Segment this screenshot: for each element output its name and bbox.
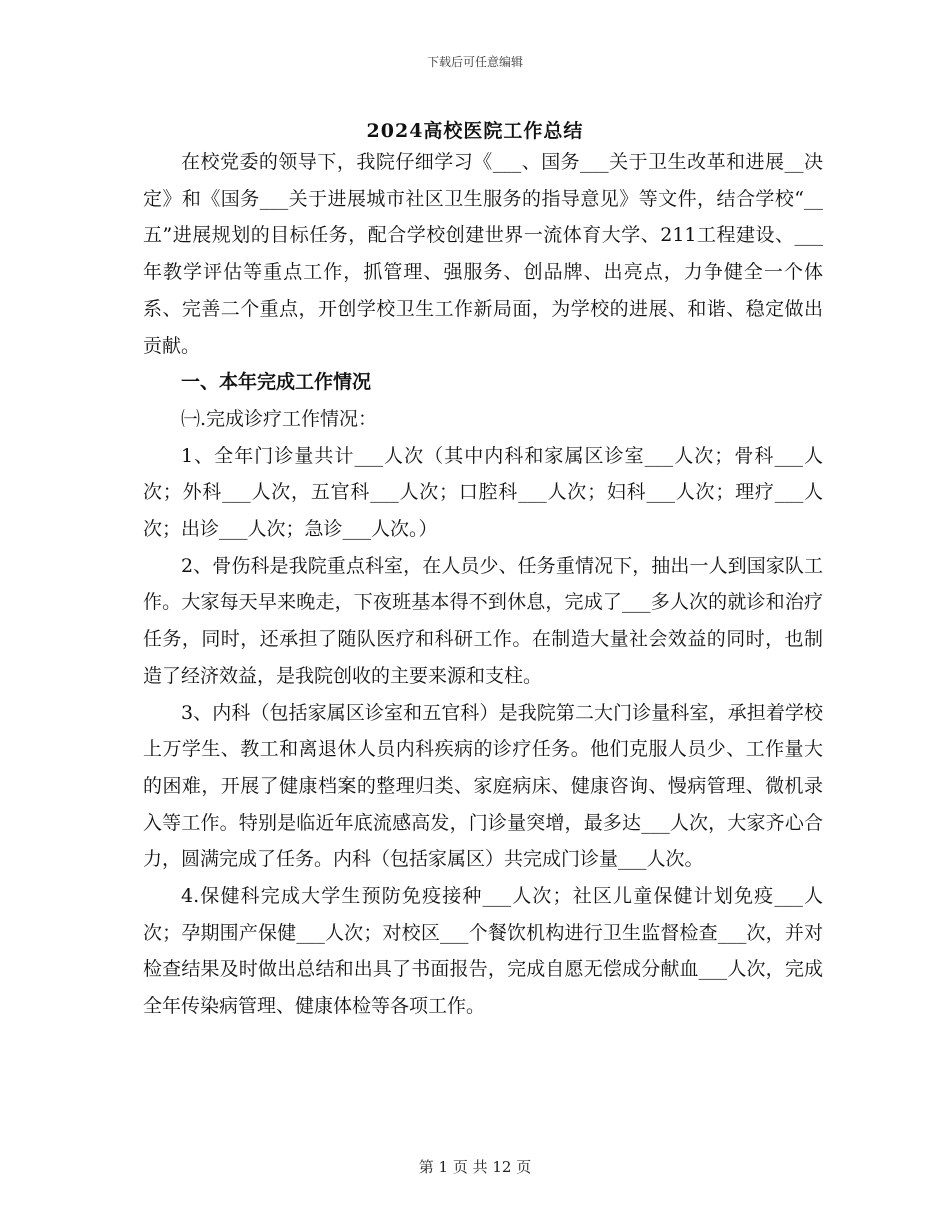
- section-heading: 一、本年完成工作情况: [181, 371, 372, 394]
- header-note: 下载后可任意编辑: [426, 55, 523, 69]
- page-footer: 第 1 页 共 12 页: [418, 1158, 532, 1176]
- paragraph-item-2: 2、骨伤科是我院重点科室，在人员少、任务重情况下，抽出一人到国家队工作。大家每天早来晚走，下夜班基本得不到休息，完成了___多人次的就诊和治疗任务，同时，还承担了随队医疗和科研工作。在制造大量社会效益的同时，也制造了经济效益，是我院创收的主要来源和支柱。: [143, 554, 823, 687]
- subsection-heading: ㈠.完成诊疗工作情况：: [181, 407, 378, 430]
- document-body: [143, 144, 823, 1025]
- paragraph-item-3: 3、内科（包括家属区诊室和五官科）是我院第二大门诊量科室，承担着学校上万学生、教工和离退休人员内科疾病的诊疗任务。他们克服人员少、工作量大的困难，开展了健康档案的整理归类、家庭病床、健康咨询、慢病管理、微机录入等工作。特别是临近年底流感高发，门诊量突增，最多达___人次，大家齐心合力，圆满完成了任务。内科（包括家属区）共完成门诊量___人次。: [143, 701, 823, 871]
- paragraph-item-1: 1、全年门诊量共计___人次（其中内科和家属区诊室___人次；骨科___人次；外科___人次，五官科___人次；口腔科___人次；妇科___人次；理疗___人次；出诊___人次；急诊___人次。）: [143, 444, 823, 541]
- intro-paragraph: 在校党委的领导下，我院仔细学习《___、国务___关于卫生改革和进展__决定》和《国务___关于进展城市社区卫生服务的指导意见》等文件，结合学校“__五”进展规划的目标任务，配合学校创建世界一流体育大学、211工程建设、___年教学评估等重点工作，抓管理、强服务、创品牌、出亮点，力争健全一个体系、完善二个重点，开创学校卫生工作新局面，为学校的进展、和谐、稳定做出贡献。: [143, 151, 823, 357]
- paragraph-item-4: 4.保健科完成大学生预防免疫接种___人次；社区儿童保健计划免疫___人次；孕期围产保健___人次；对校区___个餐饮机构进行卫生监督检查___次，并对检查结果及时做出总结和出具了书面报告，完成自愿无偿成分献血___人次，完成全年传染病管理、健康体检等各项工作。: [143, 885, 823, 1018]
- document-title: 2024高校医院工作总结: [366, 120, 584, 142]
